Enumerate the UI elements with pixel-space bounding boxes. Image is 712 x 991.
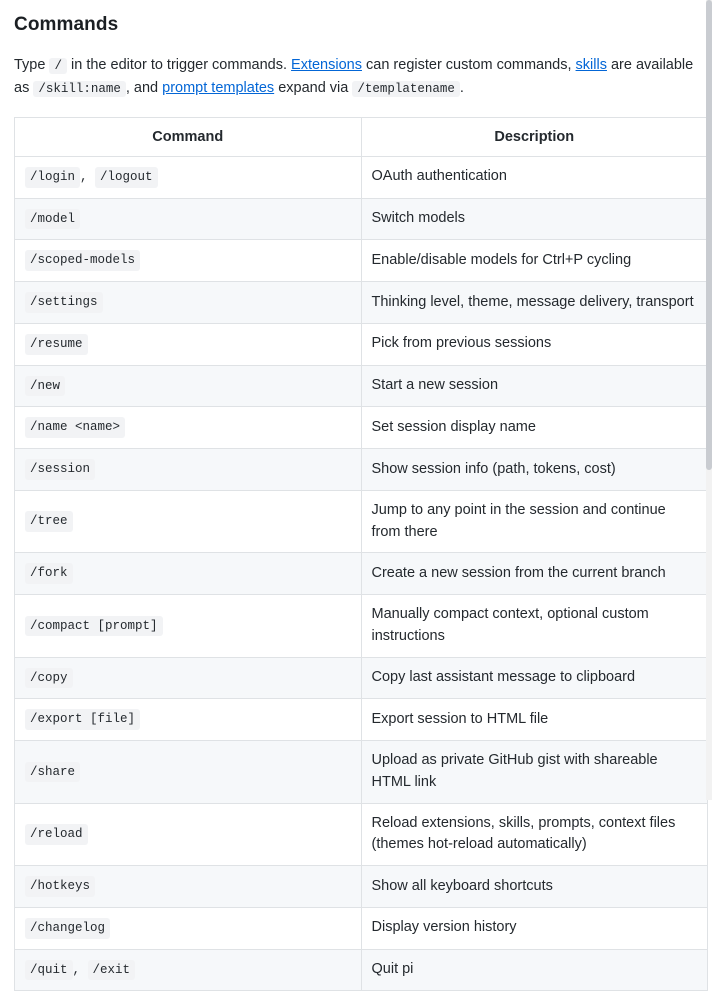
command-code: /compact [prompt] — [25, 616, 163, 637]
description-cell: Copy last assistant message to clipboard — [361, 657, 708, 699]
table-row — [15, 741, 708, 804]
table-row — [15, 490, 708, 553]
command-cell — [15, 198, 362, 240]
intro-text-7: . — [459, 80, 464, 97]
command-code: /exit — [88, 960, 136, 981]
command-code: /login — [25, 167, 80, 188]
prompt-templates-link[interactable]: prompt templates — [162, 80, 275, 97]
intro-text-6: expand via — [274, 80, 353, 97]
command-cell — [15, 323, 362, 365]
page-title: Commands — [14, 14, 119, 35]
command-cell — [15, 866, 362, 908]
description-cell: Pick from previous sessions — [361, 323, 708, 365]
command-code: /fork — [25, 563, 73, 584]
command-cell — [15, 490, 362, 553]
command-code: /model — [25, 209, 80, 230]
table-row — [15, 949, 708, 991]
command-code: /changelog — [25, 918, 110, 939]
command-code: /session — [25, 459, 95, 480]
table-row — [15, 240, 708, 282]
command-code: /tree — [25, 511, 73, 532]
description-cell: Enable/disable models for Ctrl+P cycling — [361, 240, 708, 282]
command-cell — [15, 803, 362, 866]
command-code: /quit — [25, 960, 73, 981]
intro-text-5: , and — [125, 80, 163, 97]
command-code: /logout — [95, 167, 158, 188]
description-cell: Show session info (path, tokens, cost) — [361, 449, 708, 491]
skill-name-code: /skill:name — [33, 81, 126, 97]
extensions-link[interactable]: Extensions — [291, 57, 362, 73]
table-row — [15, 323, 708, 365]
scrollbar-thumb[interactable] — [706, 0, 712, 470]
description-cell: Show all keyboard shortcuts — [361, 866, 708, 908]
description-cell: OAuth authentication — [361, 156, 708, 198]
table-row — [15, 449, 708, 491]
command-cell — [15, 365, 362, 407]
intro-text-1: Type — [14, 57, 50, 73]
table-row — [15, 803, 708, 866]
table-row — [15, 282, 708, 324]
commands-table — [14, 117, 708, 991]
description-cell: Thinking level, theme, message delivery, transport — [361, 282, 708, 324]
command-separator: , — [72, 962, 88, 977]
table-row — [15, 365, 708, 407]
command-cell — [15, 449, 362, 491]
description-cell: Jump to any point in the session and continue from there — [361, 490, 708, 553]
intro-text-3: can register custom commands, — [361, 57, 576, 73]
table-row — [15, 553, 708, 595]
description-cell: Switch models — [361, 198, 708, 240]
command-code: /share — [25, 762, 80, 783]
command-cell — [15, 907, 362, 949]
table-row — [15, 699, 708, 741]
command-cell — [15, 699, 362, 741]
description-cell: Reload extensions, skills, prompts, context files (themes hot-reload automatically) — [361, 803, 708, 866]
table-row — [15, 866, 708, 908]
command-cell — [15, 553, 362, 595]
table-row — [15, 907, 708, 949]
command-cell — [15, 156, 362, 198]
command-code: /name <name> — [25, 417, 125, 438]
table-row — [15, 595, 708, 658]
command-cell — [15, 741, 362, 804]
description-cell: Start a new session — [361, 365, 708, 407]
command-code: /new — [25, 376, 65, 397]
table-row — [15, 156, 708, 198]
command-code: /export [file] — [25, 709, 140, 730]
intro-text-4: are available as — [14, 57, 694, 97]
intro-text-2: in the editor to trigger commands. — [66, 57, 292, 73]
templatename-code: /templatename — [352, 81, 460, 97]
slash-code: / — [49, 58, 67, 74]
intro-paragraph — [14, 54, 704, 101]
command-code: /hotkeys — [25, 876, 95, 897]
description-cell: Upload as private GitHub gist with shareable HTML link — [361, 741, 708, 804]
description-cell: Set session display name — [361, 407, 708, 449]
table-head — [15, 117, 708, 156]
command-separator: , — [80, 169, 96, 184]
table-header-row — [15, 117, 708, 156]
command-cell — [15, 282, 362, 324]
description-cell: Manually compact context, optional custom instructions — [361, 595, 708, 658]
table-row — [15, 657, 708, 699]
table-row — [15, 198, 708, 240]
column-header-description: Description — [361, 117, 708, 156]
command-code: /reload — [25, 824, 88, 845]
page-scrollbar[interactable] — [706, 0, 712, 800]
description-cell: Quit pi — [361, 949, 708, 991]
command-code: /copy — [25, 668, 73, 689]
column-header-command: Command — [15, 117, 362, 156]
skills-link[interactable]: skills — [575, 57, 607, 73]
command-cell — [15, 240, 362, 282]
command-code: /scoped-models — [25, 250, 140, 271]
command-cell — [15, 657, 362, 699]
table-body — [15, 156, 708, 991]
description-cell: Display version history — [361, 907, 708, 949]
command-cell — [15, 595, 362, 658]
command-code: /resume — [25, 334, 88, 355]
table-row — [15, 407, 708, 449]
command-code: /settings — [25, 292, 103, 313]
command-cell — [15, 407, 362, 449]
description-cell: Export session to HTML file — [361, 699, 708, 741]
description-cell: Create a new session from the current branch — [361, 553, 708, 595]
command-cell — [15, 949, 362, 991]
